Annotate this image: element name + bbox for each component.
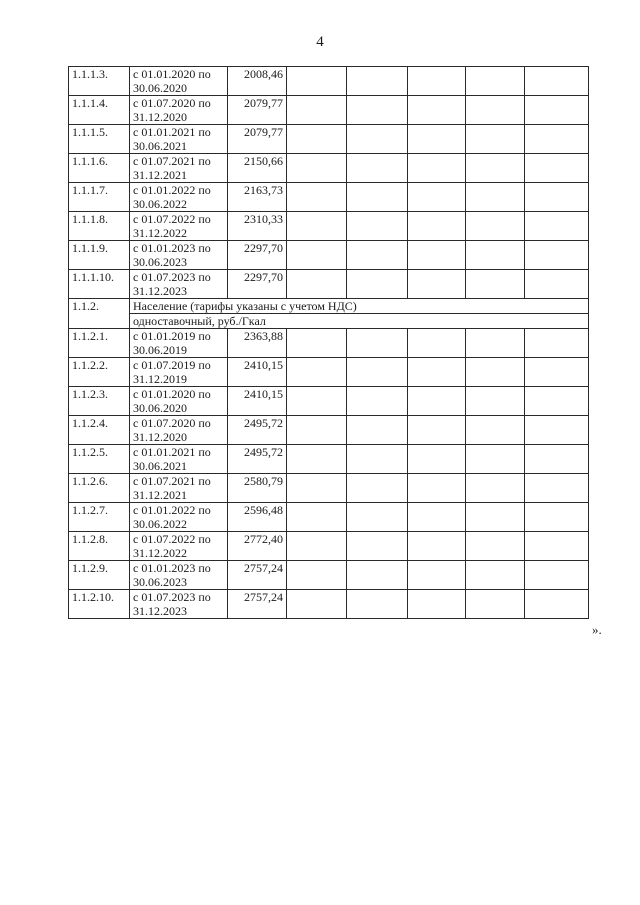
empty-cell [525, 445, 589, 474]
tariff-value: 2297,70 [228, 270, 287, 299]
empty-cell [347, 387, 408, 416]
empty-cell [287, 241, 347, 270]
empty-cell [347, 532, 408, 561]
period-to: 31.12.2019 [133, 372, 187, 386]
empty-cell [466, 416, 525, 445]
period-to: 30.06.2021 [133, 139, 187, 153]
tariff-value: 2580,79 [228, 474, 287, 503]
row-number: 1.1.2.7. [69, 503, 130, 532]
group-title: Население (тарифы указаны с учетом НДС) [130, 299, 589, 314]
period-to: 30.06.2021 [133, 459, 187, 473]
empty-cell [525, 154, 589, 183]
empty-cell [525, 387, 589, 416]
empty-cell [347, 212, 408, 241]
empty-cell [525, 503, 589, 532]
row-period [130, 125, 228, 154]
empty-cell [287, 270, 347, 299]
period-from: с 01.07.2021 по [133, 154, 211, 168]
empty-cell [287, 96, 347, 125]
period-to: 30.06.2022 [133, 197, 187, 211]
row-number: 1.1.1.6. [69, 154, 130, 183]
period-from: с 01.01.2019 по [133, 329, 211, 343]
page-number: 4 [316, 34, 324, 50]
tariff-value: 2150,66 [228, 154, 287, 183]
period-to: 31.12.2020 [133, 110, 187, 124]
row-period [130, 241, 228, 270]
row-number: 1.1.1.10. [69, 270, 130, 299]
period-from: с 01.07.2020 по [133, 416, 211, 430]
period-to: 31.12.2023 [133, 284, 187, 298]
empty-cell [287, 416, 347, 445]
tariff-value: 2495,72 [228, 445, 287, 474]
empty-cell [287, 125, 347, 154]
period-from: с 01.07.2023 по [133, 270, 211, 284]
empty-cell [287, 561, 347, 590]
empty-cell [347, 154, 408, 183]
empty-cell [466, 561, 525, 590]
period-to: 30.06.2020 [133, 81, 187, 95]
table-row [69, 270, 589, 299]
empty-cell [408, 241, 466, 270]
empty-cell [287, 212, 347, 241]
empty-cell [347, 67, 408, 96]
empty-cell [466, 503, 525, 532]
period-from: с 01.01.2021 по [133, 125, 211, 139]
empty-cell [408, 270, 466, 299]
period-to: 31.12.2023 [133, 604, 187, 618]
empty-cell [347, 358, 408, 387]
row-period [130, 183, 228, 212]
table-row [69, 503, 589, 532]
empty-cell [347, 590, 408, 619]
table-row [69, 416, 589, 445]
empty-cell [287, 474, 347, 503]
empty-cell [347, 270, 408, 299]
row-number: 1.1.2.8. [69, 532, 130, 561]
period-to: 31.12.2021 [133, 168, 187, 182]
period-from: с 01.01.2022 по [133, 183, 211, 197]
table-body-top [69, 67, 589, 299]
empty-cell [466, 67, 525, 96]
empty-cell [347, 183, 408, 212]
empty-cell [408, 561, 466, 590]
period-to: 30.06.2023 [133, 575, 187, 589]
empty-cell [347, 125, 408, 154]
row-number: 1.1.1.8. [69, 212, 130, 241]
table-row [69, 67, 589, 96]
empty-cell [287, 503, 347, 532]
group-subtitle-row [69, 314, 589, 329]
empty-cell [347, 241, 408, 270]
empty-cell [287, 358, 347, 387]
tariff-value: 2757,24 [228, 590, 287, 619]
row-period [130, 67, 228, 96]
empty-cell [287, 183, 347, 212]
tariff-value: 2772,40 [228, 532, 287, 561]
empty-cell [408, 358, 466, 387]
empty-cell [525, 96, 589, 125]
row-period [130, 445, 228, 474]
table-row [69, 561, 589, 590]
period-from: с 01.01.2021 по [133, 445, 211, 459]
empty-cell [466, 241, 525, 270]
empty-cell [408, 503, 466, 532]
period-from: с 01.07.2021 по [133, 474, 211, 488]
empty-cell [466, 387, 525, 416]
period-to: 31.12.2022 [133, 546, 187, 560]
empty-cell [466, 183, 525, 212]
period-to: 30.06.2023 [133, 255, 187, 269]
empty-cell [525, 241, 589, 270]
empty-cell [466, 329, 525, 358]
row-period [130, 329, 228, 358]
table-row [69, 474, 589, 503]
row-period [130, 416, 228, 445]
row-number: 1.1.2.2. [69, 358, 130, 387]
empty-cell [525, 532, 589, 561]
row-number: 1.1.2.5. [69, 445, 130, 474]
empty-cell [347, 96, 408, 125]
empty-cell [347, 474, 408, 503]
empty-cell [525, 183, 589, 212]
table-row [69, 329, 589, 358]
row-number: 1.1.2.3. [69, 387, 130, 416]
tariff-value: 2495,72 [228, 416, 287, 445]
empty-cell [408, 183, 466, 212]
empty-cell [525, 561, 589, 590]
tariff-value: 2410,15 [228, 387, 287, 416]
table-group-header [69, 299, 589, 329]
empty-cell [287, 154, 347, 183]
empty-cell [408, 329, 466, 358]
empty-cell [525, 416, 589, 445]
period-from: с 01.07.2023 по [133, 590, 211, 604]
tariff-value: 2163,73 [228, 183, 287, 212]
period-to: 31.12.2022 [133, 226, 187, 240]
period-from: с 01.01.2022 по [133, 503, 211, 517]
empty-cell [347, 445, 408, 474]
tariff-value: 2310,33 [228, 212, 287, 241]
empty-cell [525, 358, 589, 387]
tariff-value: 2757,24 [228, 561, 287, 590]
table-row [69, 358, 589, 387]
period-from: с 01.07.2022 по [133, 532, 211, 546]
tariff-value: 2008,46 [228, 67, 287, 96]
empty-cell [466, 96, 525, 125]
row-period [130, 154, 228, 183]
empty-cell [466, 125, 525, 154]
row-number: 1.1.2.9. [69, 561, 130, 590]
empty-cell [408, 474, 466, 503]
period-to: 31.12.2020 [133, 430, 187, 444]
empty-cell [525, 590, 589, 619]
empty-cell [408, 445, 466, 474]
table-row [69, 387, 589, 416]
row-number: 1.1.2.10. [69, 590, 130, 619]
empty-cell [347, 561, 408, 590]
row-number: 1.1.2.6. [69, 474, 130, 503]
row-number: 1.1.2.1. [69, 329, 130, 358]
empty-cell [525, 270, 589, 299]
row-period [130, 358, 228, 387]
group-header-row [69, 299, 589, 314]
period-to: 30.06.2020 [133, 401, 187, 415]
empty-cell [287, 532, 347, 561]
row-period [130, 532, 228, 561]
table-row [69, 125, 589, 154]
empty-cell [408, 67, 466, 96]
group-number: 1.1.2. [69, 299, 130, 329]
empty-cell [466, 590, 525, 619]
row-number: 1.1.1.5. [69, 125, 130, 154]
period-from: с 01.01.2020 по [133, 67, 211, 81]
empty-cell [287, 445, 347, 474]
empty-cell [466, 358, 525, 387]
period-from: с 01.01.2023 по [133, 241, 211, 255]
empty-cell [466, 445, 525, 474]
row-period [130, 561, 228, 590]
period-from: с 01.07.2019 по [133, 358, 211, 372]
empty-cell [408, 416, 466, 445]
empty-cell [466, 270, 525, 299]
closing-quote: ». [592, 622, 602, 637]
tariff-value: 2596,48 [228, 503, 287, 532]
row-number: 1.1.1.3. [69, 67, 130, 96]
empty-cell [408, 154, 466, 183]
empty-cell [525, 329, 589, 358]
tariff-value: 2363,88 [228, 329, 287, 358]
row-number: 1.1.1.7. [69, 183, 130, 212]
empty-cell [287, 590, 347, 619]
empty-cell [525, 125, 589, 154]
empty-cell [525, 474, 589, 503]
row-period [130, 270, 228, 299]
tariff-table [68, 66, 589, 619]
empty-cell [408, 212, 466, 241]
row-period [130, 474, 228, 503]
period-from: с 01.07.2022 по [133, 212, 211, 226]
table-row [69, 96, 589, 125]
empty-cell [347, 416, 408, 445]
empty-cell [466, 154, 525, 183]
group-subtitle: одноставочный, руб./Гкал [130, 314, 589, 329]
empty-cell [466, 474, 525, 503]
row-period [130, 96, 228, 125]
row-period [130, 590, 228, 619]
empty-cell [287, 329, 347, 358]
tariff-value: 2297,70 [228, 241, 287, 270]
empty-cell [408, 125, 466, 154]
row-number: 1.1.1.9. [69, 241, 130, 270]
empty-cell [287, 67, 347, 96]
period-from: с 01.07.2020 по [133, 96, 211, 110]
table-body-bottom [69, 329, 589, 619]
row-period [130, 503, 228, 532]
row-period [130, 212, 228, 241]
table-row [69, 212, 589, 241]
period-from: с 01.01.2020 по [133, 387, 211, 401]
tariff-value: 2410,15 [228, 358, 287, 387]
empty-cell [287, 387, 347, 416]
table-row [69, 445, 589, 474]
empty-cell [466, 532, 525, 561]
table-row [69, 183, 589, 212]
period-to: 30.06.2019 [133, 343, 187, 357]
empty-cell [466, 212, 525, 241]
table-row [69, 532, 589, 561]
empty-cell [525, 67, 589, 96]
period-to: 31.12.2021 [133, 488, 187, 502]
empty-cell [347, 503, 408, 532]
empty-cell [347, 329, 408, 358]
period-to: 30.06.2022 [133, 517, 187, 531]
empty-cell [525, 212, 589, 241]
row-number: 1.1.2.4. [69, 416, 130, 445]
empty-cell [408, 96, 466, 125]
table-row [69, 241, 589, 270]
period-from: с 01.01.2023 по [133, 561, 211, 575]
empty-cell [408, 532, 466, 561]
tariff-value: 2079,77 [228, 96, 287, 125]
empty-cell [408, 387, 466, 416]
row-number: 1.1.1.4. [69, 96, 130, 125]
tariff-value: 2079,77 [228, 125, 287, 154]
table-row [69, 154, 589, 183]
row-period [130, 387, 228, 416]
empty-cell [408, 590, 466, 619]
table-row [69, 590, 589, 619]
